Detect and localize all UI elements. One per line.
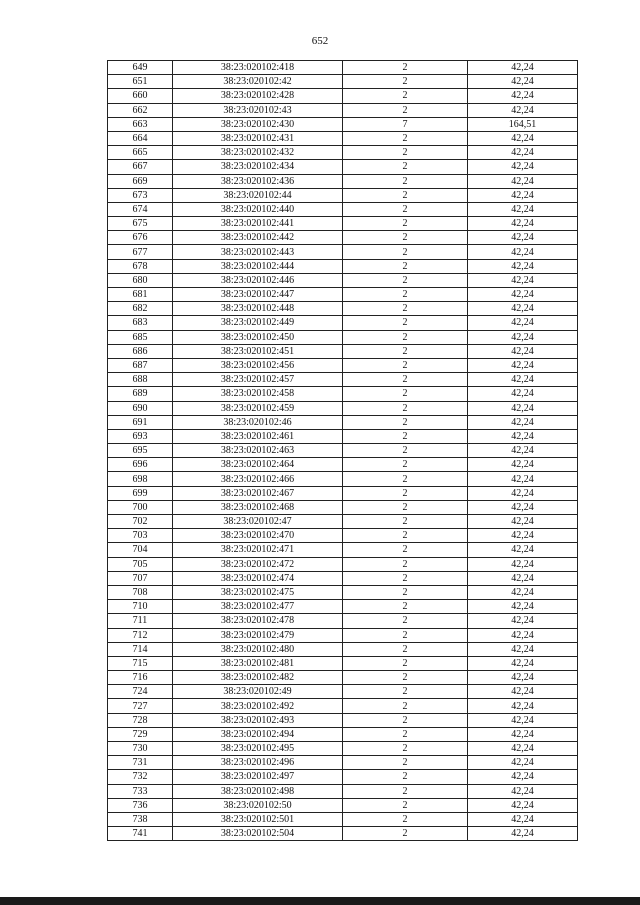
count-cell: 2 <box>343 458 468 472</box>
row-number-cell: 708 <box>108 585 173 599</box>
row-number-cell: 687 <box>108 358 173 372</box>
area-cell: 42,24 <box>468 188 578 202</box>
table-row <box>108 557 578 571</box>
count-cell: 2 <box>343 387 468 401</box>
area-cell: 42,24 <box>468 302 578 316</box>
area-cell: 42,24 <box>468 812 578 826</box>
area-cell: 42,24 <box>468 543 578 557</box>
row-number-cell: 664 <box>108 131 173 145</box>
row-number-cell: 689 <box>108 387 173 401</box>
cadastral-number-cell: 38:23:020102:42 <box>173 75 343 89</box>
cadastral-number-cell: 38:23:020102:464 <box>173 458 343 472</box>
cadastral-number-cell: 38:23:020102:494 <box>173 727 343 741</box>
cadastral-number-cell: 38:23:020102:418 <box>173 61 343 75</box>
cadastral-number-cell: 38:23:020102:479 <box>173 628 343 642</box>
count-cell: 2 <box>343 103 468 117</box>
count-cell: 2 <box>343 770 468 784</box>
area-cell: 42,24 <box>468 316 578 330</box>
cadastral-number-cell: 38:23:020102:495 <box>173 742 343 756</box>
table-row <box>108 458 578 472</box>
cadastral-number-cell: 38:23:020102:43 <box>173 103 343 117</box>
area-cell: 42,24 <box>468 515 578 529</box>
table-row <box>108 174 578 188</box>
count-cell: 2 <box>343 415 468 429</box>
table-row <box>108 245 578 259</box>
area-cell: 42,24 <box>468 628 578 642</box>
count-cell: 2 <box>343 784 468 798</box>
cadastral-number-cell: 38:23:020102:493 <box>173 713 343 727</box>
area-cell: 42,24 <box>468 61 578 75</box>
table-row <box>108 628 578 642</box>
area-cell: 42,24 <box>468 401 578 415</box>
count-cell: 2 <box>343 373 468 387</box>
cadastral-number-cell: 38:23:020102:492 <box>173 699 343 713</box>
cadastral-number-cell: 38:23:020102:456 <box>173 358 343 372</box>
count-cell: 2 <box>343 330 468 344</box>
table-row <box>108 61 578 75</box>
table-row <box>108 429 578 443</box>
table-row <box>108 117 578 131</box>
count-cell: 2 <box>343 202 468 216</box>
table-row <box>108 231 578 245</box>
cadastral-number-cell: 38:23:020102:448 <box>173 302 343 316</box>
cadastral-number-cell: 38:23:020102:466 <box>173 472 343 486</box>
row-number-cell: 716 <box>108 671 173 685</box>
count-cell: 2 <box>343 500 468 514</box>
cadastral-number-cell: 38:23:020102:447 <box>173 288 343 302</box>
table-row <box>108 756 578 770</box>
count-cell: 2 <box>343 444 468 458</box>
count-cell: 2 <box>343 685 468 699</box>
row-number-cell: 703 <box>108 529 173 543</box>
cadastral-number-cell: 38:23:020102:471 <box>173 543 343 557</box>
row-number-cell: 715 <box>108 656 173 670</box>
table-row <box>108 770 578 784</box>
area-cell: 164,51 <box>468 117 578 131</box>
table-row <box>108 259 578 273</box>
area-cell: 42,24 <box>468 273 578 287</box>
table-row <box>108 798 578 812</box>
cadastral-number-cell: 38:23:020102:474 <box>173 571 343 585</box>
row-number-cell: 738 <box>108 812 173 826</box>
table-row <box>108 642 578 656</box>
row-number-cell: 675 <box>108 217 173 231</box>
count-cell: 2 <box>343 472 468 486</box>
count-cell: 2 <box>343 529 468 543</box>
cadastral-number-cell: 38:23:020102:458 <box>173 387 343 401</box>
row-number-cell: 681 <box>108 288 173 302</box>
cadastral-number-cell: 38:23:020102:449 <box>173 316 343 330</box>
count-cell: 2 <box>343 713 468 727</box>
row-number-cell: 733 <box>108 784 173 798</box>
table-row <box>108 784 578 798</box>
row-number-cell: 676 <box>108 231 173 245</box>
area-cell: 42,24 <box>468 713 578 727</box>
area-cell: 42,24 <box>468 429 578 443</box>
row-number-cell: 695 <box>108 444 173 458</box>
area-cell: 42,24 <box>468 330 578 344</box>
count-cell: 2 <box>343 174 468 188</box>
area-cell: 42,24 <box>468 500 578 514</box>
cadastral-number-cell: 38:23:020102:496 <box>173 756 343 770</box>
row-number-cell: 724 <box>108 685 173 699</box>
table-row <box>108 444 578 458</box>
count-cell: 2 <box>343 75 468 89</box>
row-number-cell: 736 <box>108 798 173 812</box>
table-row <box>108 685 578 699</box>
cadastral-number-cell: 38:23:020102:431 <box>173 131 343 145</box>
count-cell: 2 <box>343 585 468 599</box>
row-number-cell: 662 <box>108 103 173 117</box>
row-number-cell: 705 <box>108 557 173 571</box>
count-cell: 2 <box>343 543 468 557</box>
count-cell: 2 <box>343 302 468 316</box>
cadastral-number-cell: 38:23:020102:441 <box>173 217 343 231</box>
row-number-cell: 712 <box>108 628 173 642</box>
count-cell: 2 <box>343 217 468 231</box>
table-row <box>108 217 578 231</box>
count-cell: 2 <box>343 812 468 826</box>
count-cell: 2 <box>343 231 468 245</box>
count-cell: 2 <box>343 756 468 770</box>
area-cell: 42,24 <box>468 373 578 387</box>
cadastral-number-cell: 38:23:020102:478 <box>173 614 343 628</box>
table-row <box>108 160 578 174</box>
area-cell: 42,24 <box>468 202 578 216</box>
row-number-cell: 665 <box>108 146 173 160</box>
row-number-cell: 663 <box>108 117 173 131</box>
table-row <box>108 600 578 614</box>
count-cell: 2 <box>343 671 468 685</box>
row-number-cell: 660 <box>108 89 173 103</box>
count-cell: 2 <box>343 642 468 656</box>
cadastral-number-cell: 38:23:020102:482 <box>173 671 343 685</box>
row-number-cell: 710 <box>108 600 173 614</box>
row-number-cell: 700 <box>108 500 173 514</box>
table-row <box>108 188 578 202</box>
row-number-cell: 729 <box>108 727 173 741</box>
table-row <box>108 415 578 429</box>
table-row <box>108 273 578 287</box>
area-cell: 42,24 <box>468 642 578 656</box>
area-cell: 42,24 <box>468 75 578 89</box>
area-cell: 42,24 <box>468 571 578 585</box>
cadastral-number-cell: 38:23:020102:50 <box>173 798 343 812</box>
row-number-cell: 685 <box>108 330 173 344</box>
cadastral-number-cell: 38:23:020102:459 <box>173 401 343 415</box>
cadastral-number-cell: 38:23:020102:467 <box>173 486 343 500</box>
table-row <box>108 103 578 117</box>
area-cell: 42,24 <box>468 259 578 273</box>
table-row <box>108 699 578 713</box>
cadastral-number-cell: 38:23:020102:440 <box>173 202 343 216</box>
row-number-cell: 691 <box>108 415 173 429</box>
row-number-cell: 682 <box>108 302 173 316</box>
cadastral-number-cell: 38:23:020102:47 <box>173 515 343 529</box>
row-number-cell: 730 <box>108 742 173 756</box>
cadastral-number-cell: 38:23:020102:504 <box>173 827 343 841</box>
cadastral-number-cell: 38:23:020102:498 <box>173 784 343 798</box>
row-number-cell: 688 <box>108 373 173 387</box>
count-cell: 2 <box>343 614 468 628</box>
area-cell: 42,24 <box>468 585 578 599</box>
table-row <box>108 89 578 103</box>
area-cell: 42,24 <box>468 557 578 571</box>
row-number-cell: 677 <box>108 245 173 259</box>
row-number-cell: 731 <box>108 756 173 770</box>
row-number-cell: 683 <box>108 316 173 330</box>
count-cell: 2 <box>343 316 468 330</box>
row-number-cell: 714 <box>108 642 173 656</box>
cadastral-number-cell: 38:23:020102:444 <box>173 259 343 273</box>
count-cell: 2 <box>343 273 468 287</box>
table-row <box>108 387 578 401</box>
table-row <box>108 529 578 543</box>
row-number-cell: 728 <box>108 713 173 727</box>
count-cell: 2 <box>343 798 468 812</box>
row-number-cell: 727 <box>108 699 173 713</box>
table-body <box>108 61 578 841</box>
area-cell: 42,24 <box>468 699 578 713</box>
area-cell: 42,24 <box>468 784 578 798</box>
area-cell: 42,24 <box>468 685 578 699</box>
cadastral-number-cell: 38:23:020102:432 <box>173 146 343 160</box>
table-row <box>108 472 578 486</box>
count-cell: 2 <box>343 486 468 500</box>
count-cell: 2 <box>343 245 468 259</box>
row-number-cell: 707 <box>108 571 173 585</box>
area-cell: 42,24 <box>468 174 578 188</box>
area-cell: 42,24 <box>468 756 578 770</box>
count-cell: 2 <box>343 188 468 202</box>
table-row <box>108 358 578 372</box>
data-table-container <box>107 60 577 841</box>
count-cell: 2 <box>343 146 468 160</box>
cadastral-number-cell: 38:23:020102:446 <box>173 273 343 287</box>
row-number-cell: 667 <box>108 160 173 174</box>
count-cell: 2 <box>343 742 468 756</box>
area-cell: 42,24 <box>468 245 578 259</box>
count-cell: 2 <box>343 344 468 358</box>
count-cell: 2 <box>343 131 468 145</box>
scan-bottom-edge <box>0 897 640 905</box>
area-cell: 42,24 <box>468 103 578 117</box>
cadastral-number-cell: 38:23:020102:428 <box>173 89 343 103</box>
table-row <box>108 571 578 585</box>
table-row <box>108 500 578 514</box>
area-cell: 42,24 <box>468 131 578 145</box>
table-row <box>108 656 578 670</box>
table-row <box>108 373 578 387</box>
row-number-cell: 690 <box>108 401 173 415</box>
area-cell: 42,24 <box>468 656 578 670</box>
area-cell: 42,24 <box>468 231 578 245</box>
table-row <box>108 585 578 599</box>
data-table <box>107 60 578 841</box>
area-cell: 42,24 <box>468 146 578 160</box>
table-row <box>108 202 578 216</box>
cadastral-number-cell: 38:23:020102:46 <box>173 415 343 429</box>
table-row <box>108 288 578 302</box>
area-cell: 42,24 <box>468 458 578 472</box>
cadastral-number-cell: 38:23:020102:477 <box>173 600 343 614</box>
cadastral-number-cell: 38:23:020102:461 <box>173 429 343 443</box>
row-number-cell: 699 <box>108 486 173 500</box>
area-cell: 42,24 <box>468 486 578 500</box>
area-cell: 42,24 <box>468 472 578 486</box>
row-number-cell: 686 <box>108 344 173 358</box>
area-cell: 42,24 <box>468 798 578 812</box>
table-row <box>108 486 578 500</box>
cadastral-number-cell: 38:23:020102:450 <box>173 330 343 344</box>
area-cell: 42,24 <box>468 529 578 543</box>
row-number-cell: 678 <box>108 259 173 273</box>
table-row <box>108 344 578 358</box>
area-cell: 42,24 <box>468 387 578 401</box>
count-cell: 2 <box>343 89 468 103</box>
table-row <box>108 671 578 685</box>
row-number-cell: 698 <box>108 472 173 486</box>
count-cell: 2 <box>343 358 468 372</box>
table-row <box>108 727 578 741</box>
count-cell: 2 <box>343 288 468 302</box>
cadastral-number-cell: 38:23:020102:497 <box>173 770 343 784</box>
table-row <box>108 316 578 330</box>
count-cell: 2 <box>343 160 468 174</box>
count-cell: 2 <box>343 600 468 614</box>
table-row <box>108 401 578 415</box>
cadastral-number-cell: 38:23:020102:442 <box>173 231 343 245</box>
cadastral-number-cell: 38:23:020102:430 <box>173 117 343 131</box>
area-cell: 42,24 <box>468 89 578 103</box>
count-cell: 2 <box>343 259 468 273</box>
count-cell: 2 <box>343 628 468 642</box>
cadastral-number-cell: 38:23:020102:436 <box>173 174 343 188</box>
cadastral-number-cell: 38:23:020102:470 <box>173 529 343 543</box>
count-cell: 2 <box>343 401 468 415</box>
table-row <box>108 75 578 89</box>
area-cell: 42,24 <box>468 444 578 458</box>
table-row <box>108 330 578 344</box>
table-row <box>108 812 578 826</box>
count-cell: 2 <box>343 699 468 713</box>
area-cell: 42,24 <box>468 288 578 302</box>
row-number-cell: 673 <box>108 188 173 202</box>
area-cell: 42,24 <box>468 160 578 174</box>
table-row <box>108 742 578 756</box>
table-row <box>108 827 578 841</box>
area-cell: 42,24 <box>468 671 578 685</box>
area-cell: 42,24 <box>468 727 578 741</box>
count-cell: 2 <box>343 61 468 75</box>
table-row <box>108 713 578 727</box>
row-number-cell: 704 <box>108 543 173 557</box>
count-cell: 2 <box>343 429 468 443</box>
count-cell: 2 <box>343 656 468 670</box>
area-cell: 42,24 <box>468 344 578 358</box>
count-cell: 2 <box>343 557 468 571</box>
count-cell: 2 <box>343 727 468 741</box>
count-cell: 2 <box>343 827 468 841</box>
row-number-cell: 741 <box>108 827 173 841</box>
table-row <box>108 543 578 557</box>
cadastral-number-cell: 38:23:020102:480 <box>173 642 343 656</box>
row-number-cell: 711 <box>108 614 173 628</box>
count-cell: 2 <box>343 571 468 585</box>
count-cell: 7 <box>343 117 468 131</box>
table-row <box>108 515 578 529</box>
area-cell: 42,24 <box>468 827 578 841</box>
area-cell: 42,24 <box>468 358 578 372</box>
area-cell: 42,24 <box>468 600 578 614</box>
cadastral-number-cell: 38:23:020102:44 <box>173 188 343 202</box>
row-number-cell: 680 <box>108 273 173 287</box>
cadastral-number-cell: 38:23:020102:463 <box>173 444 343 458</box>
cadastral-number-cell: 38:23:020102:451 <box>173 344 343 358</box>
area-cell: 42,24 <box>468 742 578 756</box>
row-number-cell: 669 <box>108 174 173 188</box>
table-row <box>108 146 578 160</box>
row-number-cell: 651 <box>108 75 173 89</box>
table-row <box>108 131 578 145</box>
cadastral-number-cell: 38:23:020102:481 <box>173 656 343 670</box>
row-number-cell: 649 <box>108 61 173 75</box>
row-number-cell: 696 <box>108 458 173 472</box>
cadastral-number-cell: 38:23:020102:443 <box>173 245 343 259</box>
row-number-cell: 732 <box>108 770 173 784</box>
count-cell: 2 <box>343 515 468 529</box>
area-cell: 42,24 <box>468 217 578 231</box>
cadastral-number-cell: 38:23:020102:475 <box>173 585 343 599</box>
area-cell: 42,24 <box>468 614 578 628</box>
cadastral-number-cell: 38:23:020102:457 <box>173 373 343 387</box>
row-number-cell: 702 <box>108 515 173 529</box>
cadastral-number-cell: 38:23:020102:501 <box>173 812 343 826</box>
cadastral-number-cell: 38:23:020102:434 <box>173 160 343 174</box>
cadastral-number-cell: 38:23:020102:468 <box>173 500 343 514</box>
page-number: 652 <box>311 35 329 47</box>
cadastral-number-cell: 38:23:020102:472 <box>173 557 343 571</box>
row-number-cell: 674 <box>108 202 173 216</box>
table-row <box>108 614 578 628</box>
row-number-cell: 693 <box>108 429 173 443</box>
area-cell: 42,24 <box>468 415 578 429</box>
table-row <box>108 302 578 316</box>
area-cell: 42,24 <box>468 770 578 784</box>
cadastral-number-cell: 38:23:020102:49 <box>173 685 343 699</box>
